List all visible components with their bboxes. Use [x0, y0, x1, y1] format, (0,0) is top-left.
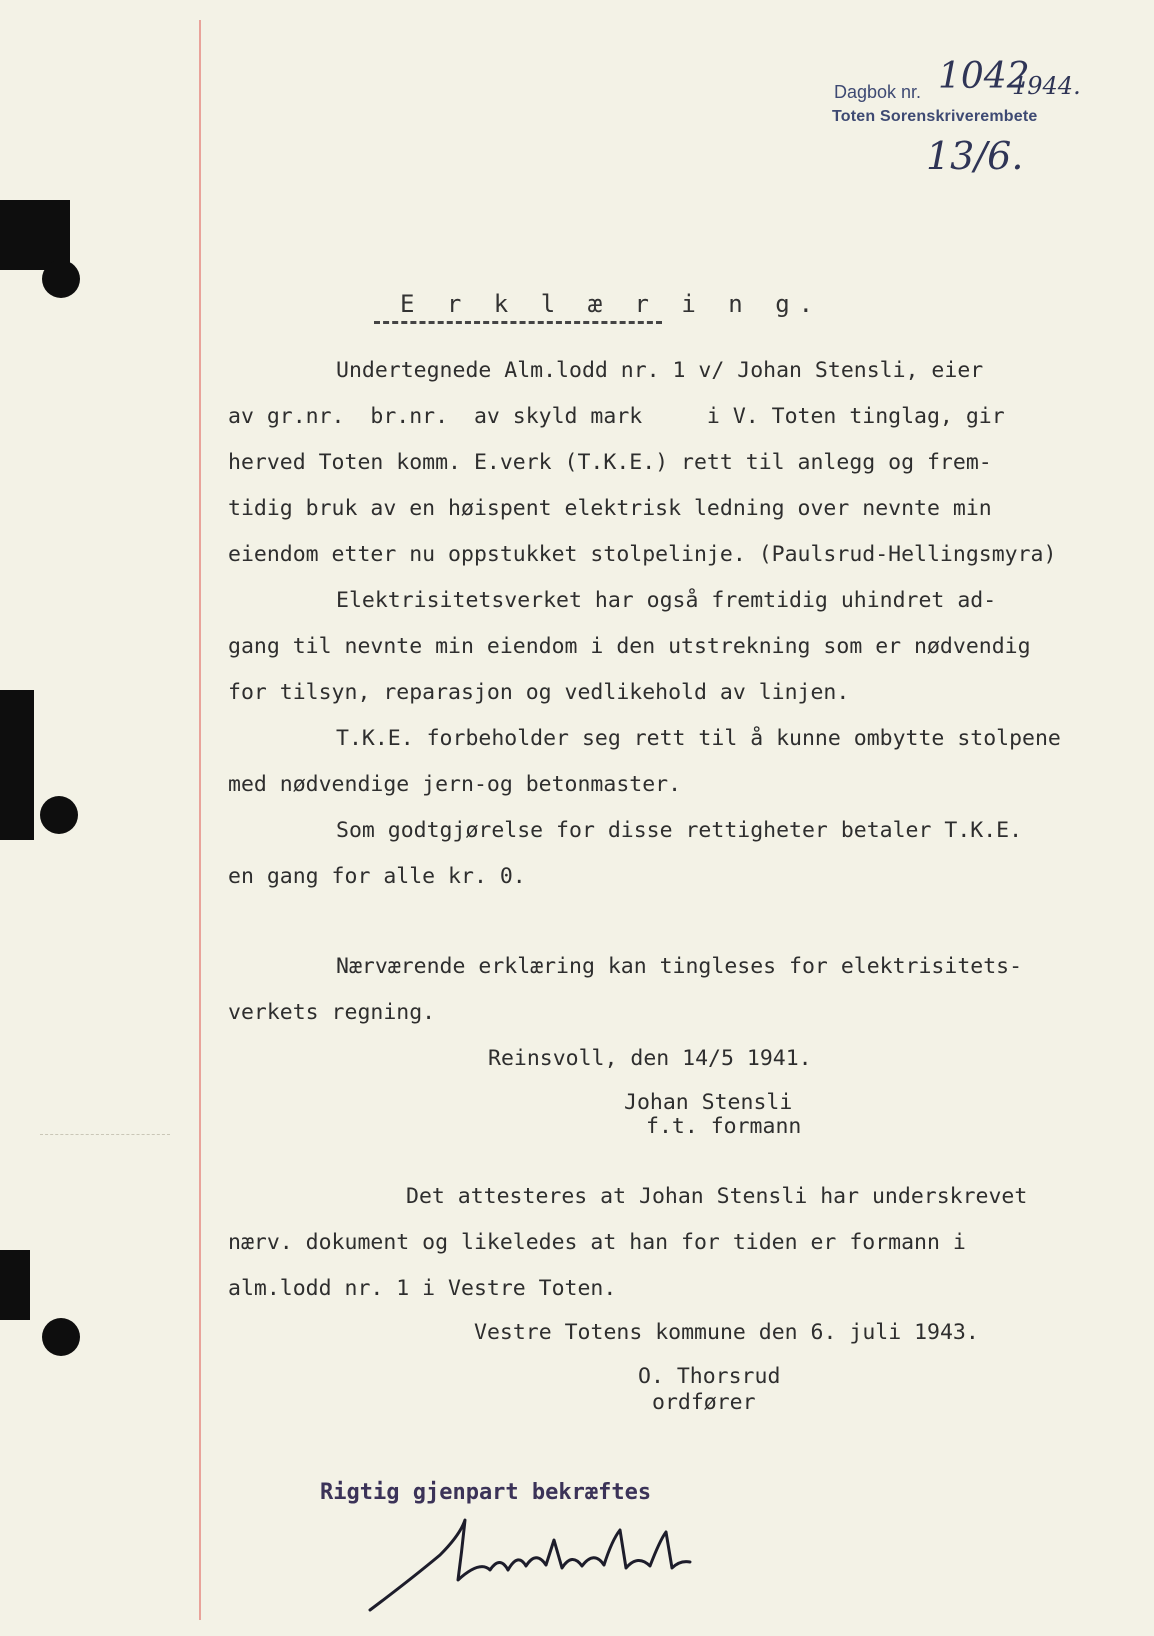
- place-date: Reinsvoll, den 14/5 1941.: [488, 1046, 812, 1071]
- journal-label: Dagbok nr.: [834, 82, 922, 102]
- body-line: T.K.E. forbeholder seg rett til å kunne ombytte stolpene: [336, 726, 1061, 751]
- punch-hole: [40, 796, 78, 834]
- signer-name: Johan Stensli: [624, 1090, 793, 1115]
- attest-line: alm.lodd nr. 1 i Vestre Toten.: [228, 1276, 617, 1301]
- body-line: en gang for alle kr. 0.: [228, 864, 526, 889]
- body-line: tidig bruk av en høispent elektrisk ledning over nevnte min: [228, 496, 992, 521]
- document-title: E r k l æ r i n g.: [400, 290, 823, 318]
- body-line: Undertegnede Alm.lodd nr. 1 v/ Johan Stensli, eier: [336, 358, 984, 383]
- body-line: eiendom etter nu oppstukket stolpelinje. (Paulsrud-Hellingsmyra): [228, 542, 1057, 567]
- office-stamp: Toten Sorenskriverembete: [832, 108, 1038, 125]
- received-date: 13/6.: [926, 134, 1024, 178]
- journal-year: 1944.: [1012, 72, 1081, 100]
- attest-line: Det attesteres at Johan Stensli har underskrevet: [406, 1184, 1028, 1209]
- margin-line: [199, 20, 201, 1620]
- body-line: av gr.nr. br.nr. av skyld mark i V. Toten tinglag, gir: [228, 404, 1005, 429]
- journal-number: 1042: [938, 56, 1030, 97]
- title-underline: [374, 321, 662, 324]
- attest-title: ordfører: [652, 1390, 756, 1415]
- handwritten-signature: [340, 1510, 720, 1620]
- body-line: Nærværende erklæring kan tingleses for elektrisitets-: [336, 954, 1023, 979]
- binding-edge: [0, 1250, 30, 1320]
- body-line: med nødvendige jern-og betonmaster.: [228, 772, 682, 797]
- faint-mark: [40, 1134, 170, 1135]
- attest-name: O. Thorsrud: [638, 1364, 781, 1389]
- binding-edge: [0, 690, 34, 840]
- body-line: gang til nevnte min eiendom i den utstrekning som er nødvendig: [228, 634, 1031, 659]
- certify-stamp: Rigtig gjenpart bekræftes: [320, 1480, 652, 1505]
- body-line: Elektrisitetsverket har også fremtidig uhindret ad-: [336, 588, 997, 613]
- body-line: for tilsyn, reparasjon og vedlikehold av linjen.: [228, 680, 850, 705]
- body-line: Som godtgjørelse for disse rettigheter betaler T.K.E.: [336, 818, 1023, 843]
- punch-hole: [42, 260, 80, 298]
- attest-place-date: Vestre Totens kommune den 6. juli 1943.: [474, 1320, 979, 1345]
- punch-hole: [42, 1318, 80, 1356]
- signer-title: f.t. formann: [646, 1114, 802, 1139]
- body-line: verkets regning.: [228, 1000, 436, 1025]
- attest-line: nærv. dokument og likeledes at han for tiden er formann i: [228, 1230, 966, 1255]
- body-line: herved Toten komm. E.verk (T.K.E.) rett til anlegg og frem-: [228, 450, 992, 475]
